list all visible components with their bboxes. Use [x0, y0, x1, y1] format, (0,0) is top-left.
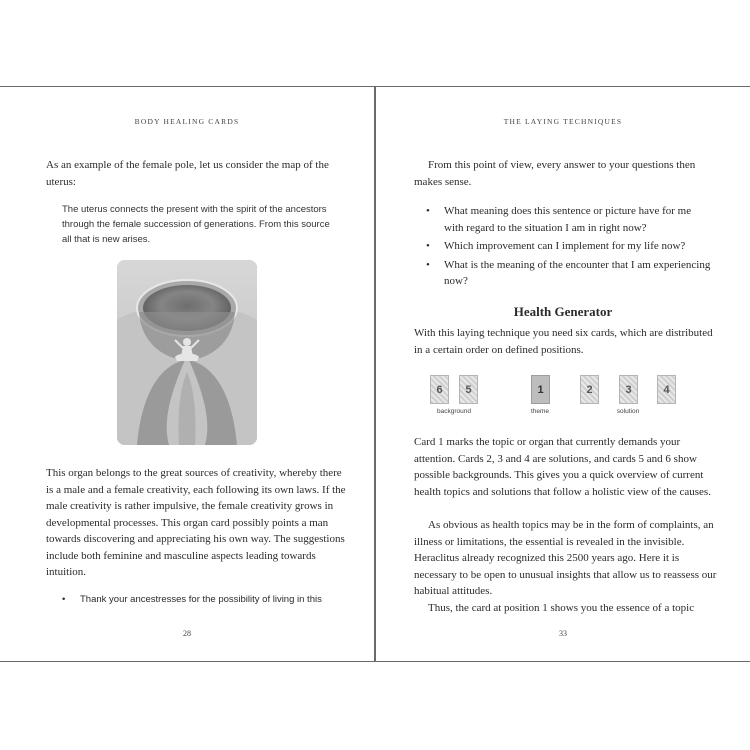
card-layout-diagram	[430, 375, 710, 423]
layout-card: 2	[580, 375, 599, 404]
running-head-left: BODY HEALING CARDS	[134, 117, 240, 126]
layout-card: 5	[459, 375, 478, 404]
section-heading: Health Generator	[513, 304, 613, 319]
suggestion-list	[58, 592, 348, 607]
question-item: • What meaning does this sentence or picture have for me with regard to the situation I am in right now?	[422, 203, 712, 236]
technique-intro: With this laying technique you need six cards, which are distributed in a certain order on defined positions.	[414, 327, 713, 356]
solution-label: solution	[616, 408, 640, 415]
layout-card: 6	[430, 375, 449, 404]
question-list	[422, 203, 712, 292]
uterus-card-artwork	[117, 260, 257, 445]
layout-card: 1	[531, 375, 550, 404]
page-number-right: 33	[559, 629, 567, 638]
left-page	[0, 87, 374, 661]
uterus-card-illustration	[117, 260, 257, 445]
layout-card: 4	[657, 375, 676, 404]
background-label: background	[437, 408, 471, 415]
paragraph-card-positions: Card 1 marks the topic or organ that currently demands your attention. Cards 2, 3 and 4 are solutions, and cards 5 and 6 show possible backgrounds. This gives you a quick overview of current health topics and solutions that follow a holistic view of the causes.	[414, 436, 711, 498]
intro-paragraph-right: From this point of view, every answer to your questions then makes sense.	[414, 159, 696, 188]
question-item: • Which improvement can I implement for my life now?	[422, 238, 712, 255]
paragraph-health-topics: As obvious as health topics may be in the form of complaints, an illness or limitations, the essential is revealed in the invisible. Heraclitus already recognized this 2500 years ago. Here it is necessary to be open to unusual insights that allow us to reassess our habitual attitudes.	[414, 519, 717, 597]
paragraph-position-one: Thus, the card at position 1 shows you the essence of a topic	[428, 602, 695, 614]
running-head-right: THE LAYING TECHNIQUES	[503, 117, 623, 126]
body-paragraph-left: This organ belongs to the great sources of creativity, whereby there is a male and a female creativity, each following its own laws. If the male creativity is rather impulsive, the female creativity grows in developmental processes. This organ card possibly points a man towards discovering and appreciating his own way. The suggestions include both feminine and masculine aspects leading towards intuition.	[46, 467, 346, 578]
uterus-quote: The uterus connects the present with the spirit of the ancestors through the female succession of generations. From this source all that is new arises.	[62, 204, 330, 245]
right-page	[376, 87, 750, 661]
intro-paragraph-left: As an example of the female pole, let us consider the map of the uterus:	[46, 159, 329, 188]
layout-card: 3	[619, 375, 638, 404]
question-item: • What is the meaning of the encounter that I am experiencing now?	[422, 257, 712, 290]
suggestion-item: • Thank your ancestresses for the possibility of living in this	[58, 592, 348, 607]
page-number-left: 28	[183, 629, 191, 638]
book-spread	[0, 86, 750, 662]
theme-label: theme	[530, 408, 550, 415]
